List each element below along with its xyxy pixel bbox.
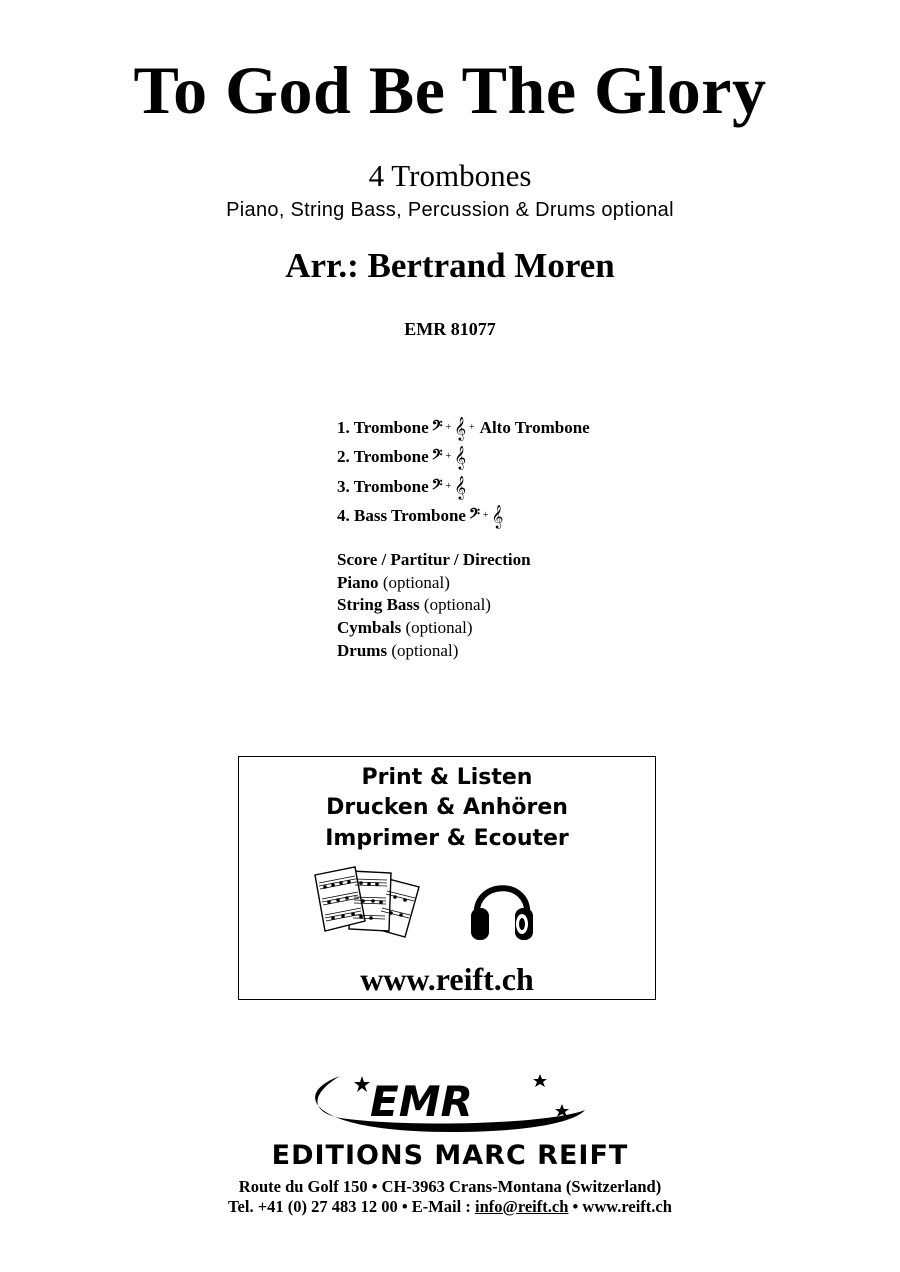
clefs xyxy=(432,475,466,499)
treble-clef-icon: 𝄞 xyxy=(454,415,467,440)
part-label: 1. Trombone xyxy=(337,417,429,437)
emr-logo xyxy=(300,1072,600,1136)
plus-sign: + xyxy=(445,421,452,433)
extra-note: (optional) xyxy=(423,595,491,615)
treble-clef-icon: 𝄞 xyxy=(454,474,467,499)
headphones-icon xyxy=(467,870,537,944)
bass-clef-icon: 𝄢 xyxy=(431,476,443,497)
part-label: 4. Bass Trombone xyxy=(337,506,466,526)
sheet-music-icon xyxy=(311,865,423,945)
part-label: 2. Trombone xyxy=(337,447,429,467)
clefs xyxy=(432,445,466,469)
clefs xyxy=(469,504,503,528)
clefs xyxy=(432,416,478,440)
bass-clef-icon: 𝄢 xyxy=(468,506,480,527)
extra-name: Piano xyxy=(337,572,379,592)
part-item xyxy=(337,472,590,502)
part-label: 3. Trombone xyxy=(337,476,429,496)
plus-sign: + xyxy=(445,451,452,463)
treble-clef-icon: 𝄞 xyxy=(491,504,504,529)
extra-note: (optional) xyxy=(391,640,459,660)
promo-line-de: Drucken & Anhören xyxy=(326,795,568,820)
print-listen-box xyxy=(238,756,656,1000)
extra-name: Score / Partitur / Direction xyxy=(337,550,531,569)
part-item xyxy=(337,413,590,443)
promo-line-fr: Imprimer & Ecouter xyxy=(325,826,569,851)
list-item xyxy=(337,572,531,595)
plus-sign: + xyxy=(445,480,452,492)
extra-name: String Bass xyxy=(337,595,420,615)
contact-prefix: Tel. +41 (0) 27 483 12 00 • E-Mail : xyxy=(228,1197,475,1216)
promo-line-en: Print & Listen xyxy=(361,765,533,790)
treble-clef-icon: 𝄞 xyxy=(454,445,467,470)
extras-list xyxy=(337,549,531,663)
plus-sign: + xyxy=(469,421,475,433)
email-link[interactable]: info@reift.ch xyxy=(474,1197,569,1216)
bass-clef-icon: 𝄢 xyxy=(431,417,443,438)
list-item xyxy=(337,549,531,572)
list-item xyxy=(337,594,531,617)
catalog-number: EMR 81077 xyxy=(404,319,496,339)
promo-url[interactable]: www.reift.ch xyxy=(360,961,534,997)
list-item xyxy=(337,617,531,640)
page-title: To God Be The Glory xyxy=(133,52,767,128)
extra-note: (optional) xyxy=(405,618,473,638)
extra-name: Cymbals xyxy=(337,618,402,638)
subtitle: 4 Trombones xyxy=(368,158,532,193)
contact-suffix: • www.reift.ch xyxy=(568,1197,672,1216)
list-item xyxy=(337,640,531,663)
part-suffix: Alto Trombone xyxy=(479,417,590,437)
part-item xyxy=(337,502,590,532)
arranger: Arr.: Bertrand Moren xyxy=(285,246,615,285)
plus-sign: + xyxy=(482,510,489,522)
publisher-name: EDITIONS MARC REIFT xyxy=(271,1140,629,1171)
part-item xyxy=(337,443,590,473)
instrumentation-note: Piano, String Bass, Percussion & Drums optional xyxy=(226,199,674,221)
svg-text:EMR: EMR xyxy=(370,1077,473,1126)
bass-clef-icon: 𝄢 xyxy=(431,447,443,468)
publisher-contact xyxy=(0,1199,900,1216)
extra-name: Drums xyxy=(337,640,388,660)
publisher-address: Route du Golf 150 • CH-3963 Crans-Montana (Switzerland) xyxy=(238,1177,662,1196)
extra-note: (optional) xyxy=(382,572,450,592)
parts-list xyxy=(337,413,590,531)
